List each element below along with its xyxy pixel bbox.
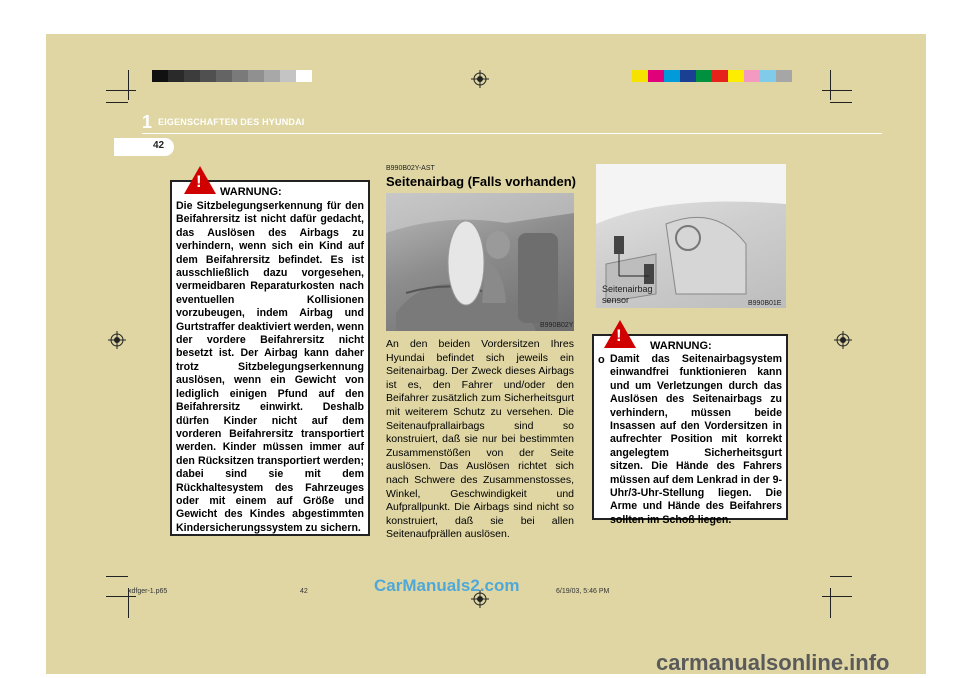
gray-swatch (200, 70, 216, 82)
footer-date: 6/19/03, 5:46 PM (556, 588, 610, 595)
color-swatch (680, 70, 696, 82)
registration-crosshair-right-icon (834, 331, 852, 349)
gray-swatch (280, 70, 296, 82)
gray-swatch (152, 70, 168, 82)
gray-swatch (232, 70, 248, 82)
watermark-manualsonline: carmanualsonline.info (656, 650, 890, 675)
warning-left-title: WARNUNG: (220, 186, 282, 198)
color-swatch (760, 70, 776, 82)
footer-page: 42 (300, 588, 308, 595)
color-calibration-bar (632, 70, 792, 82)
grayscale-calibration-bar (152, 70, 312, 82)
gray-swatch (184, 70, 200, 82)
side-airbag-illustration (386, 193, 574, 331)
color-swatch (632, 70, 648, 82)
side-airbag-drawing (386, 193, 574, 331)
footer-file: xdfger-1.p65 (128, 588, 168, 595)
gray-swatch (216, 70, 232, 82)
warning-right-title: WARNUNG: (650, 340, 712, 352)
header-rule (142, 133, 882, 134)
sensor-label-line1: Seitenairbag (602, 284, 653, 294)
chapter-number: 1 (142, 112, 153, 132)
image-code-left: B990B02Y (540, 322, 574, 329)
warning-left-body: Die Sitzbelegungserkennung für den Beifahrersitz ist nicht dafür gedacht, das Auslösen des Airbags zu verhindern, wenn sich ein Kind auf dem Beifahrersitz befindet. Es ist ausschließlich dazu vorgesehen, vermeidbaren Reparaturkosten nach eventuellen Kollisionen vorzubeugen, indem Airbag und Gurtstraffer deaktiviert werden, wenn der vordere Beifahrersitz nicht besetzt ist. Der Airbag kann daher trotz Sitzbelegungserkennung auslösen, wenn ein Gewicht von lediglich einigen Pfund auf den Beifahrersitz einwirkt. Deshalb dürfen Kinder nicht auf dem vorderen Beifahrersitz transportiert werden. Kinder müssen immer auf den Rücksitzen transportiert werden; dabei sind sie mit dem Rückhaltesystem des Fahrzeuges oder mit einem auf Größe und Gewicht des Kindes abgestimmten Kindersicherungssystem zu sichern. (176, 200, 364, 534)
sensor-label (602, 284, 653, 306)
registration-crosshair-left-icon (108, 331, 126, 349)
image-code-right: B990B01E (748, 300, 782, 307)
warning-exclamation-icon: ! (616, 326, 622, 345)
page-number-tab (114, 138, 174, 156)
color-swatch (648, 70, 664, 82)
gray-swatch (248, 70, 264, 82)
color-swatch (696, 70, 712, 82)
page-number: 42 (153, 140, 165, 151)
gray-swatch (264, 70, 280, 82)
sensor-label-line2: sensor (602, 295, 630, 305)
chapter-title: EIGENSCHAFTEN DES HYUNDAI (158, 117, 305, 127)
section-body-text: An den beiden Vordersitzen Ihres Hyundai befindet sich jeweils ein Seitenairbag. Der Zweck dieses Airbags ist es, den Fahrer und/oder den Beifahrer zusätzlich zum Sicherheitsgurt mit weiterem Schutz zu versehen. Die Seitenaufprallairbags sind so konstruiert, daß sie nur bei bestimmten Zusammenstößen von der Seite auslösen. Das Auslösen richtet sich nach Schwere des Zusammenstosses, Winkel, Geschwindigkeit und Aufprallpunkt. Die Airbags sind nicht so konstruiert, daß sie bei allen Seitenaufprällen auslösen. (386, 338, 574, 541)
gray-swatch (296, 70, 312, 82)
color-swatch (776, 70, 792, 82)
warning-exclamation-icon: ! (196, 172, 202, 191)
section-code: B990B02Y-AST (386, 165, 435, 172)
color-swatch (744, 70, 760, 82)
section-title: Seitenairbag (Falls vorhanden) (386, 174, 576, 189)
watermark-carmanuals: CarManuals2.com (374, 576, 520, 595)
warning-right-body: Damit das Seitenairbagsystem einwandfrei funktionieren kann und um Verletzungen durch das Auslösen des Seitenairbags zu verhindern, müssen beide Insassen auf den Vordersitzen in aufrechter Position mit korrekt angelegtem Sicherheitsgurt sitzen. Die Hände des Fahrers müssen auf dem Lenkrad in der 9-Uhr/3-Uhr-Stellung liegen. Die Arme und Hände des Beifahrers sollten im Schoß liegen. (610, 353, 782, 526)
color-swatch (728, 70, 744, 82)
warning-right-bullet: o (598, 354, 605, 366)
color-swatch (712, 70, 728, 82)
color-swatch (664, 70, 680, 82)
registration-crosshair-top-icon (471, 70, 489, 88)
gray-swatch (168, 70, 184, 82)
